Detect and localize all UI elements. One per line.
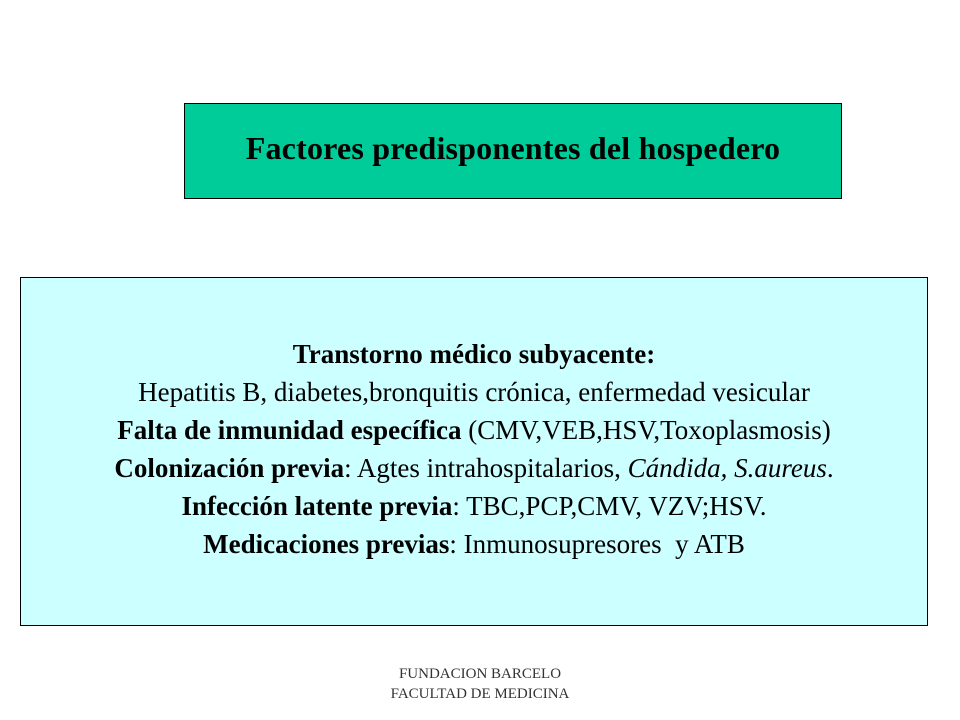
colonization-detail: : Agtes intrahospitalarios, (344, 453, 628, 483)
title-box (184, 103, 842, 199)
medications-line (21, 525, 927, 563)
underlying-disorder-heading: Transtorno médico subyacente: (292, 339, 656, 369)
colonization-end: . (826, 453, 834, 483)
latent-infection-detail: : TBC,PCP,CMV, VZV;HSV. (452, 491, 767, 521)
slide-title: Factores predisponentes del hospedero (245, 129, 781, 166)
latent-infection-line (21, 487, 927, 525)
immunity-line (21, 411, 927, 449)
medications-label: Medicaciones previas (203, 529, 450, 559)
immunity-label: Falta de inmunidad específica (117, 415, 462, 445)
content-box (20, 277, 928, 626)
immunity-detail: (CMV,VEB,HSV,Toxoplasmosis) (461, 415, 831, 445)
colonization-label: Colonización previa (114, 453, 345, 483)
footer (0, 664, 960, 704)
colonization-line (21, 449, 927, 487)
footer-institution: FUNDACION BARCELO (398, 666, 562, 682)
underlying-disorder-list: Hepatitis B, diabetes,bronquitis crónica, enfermedad vesicular (138, 377, 810, 407)
medications-detail: : Inmunosupresores y ATB (449, 529, 745, 559)
colonization-organisms: Cándida, S.aureus (627, 453, 827, 483)
footer-faculty: FACULTAD DE MEDICINA (390, 686, 570, 702)
latent-infection-label: Infección latente previa (181, 491, 453, 521)
